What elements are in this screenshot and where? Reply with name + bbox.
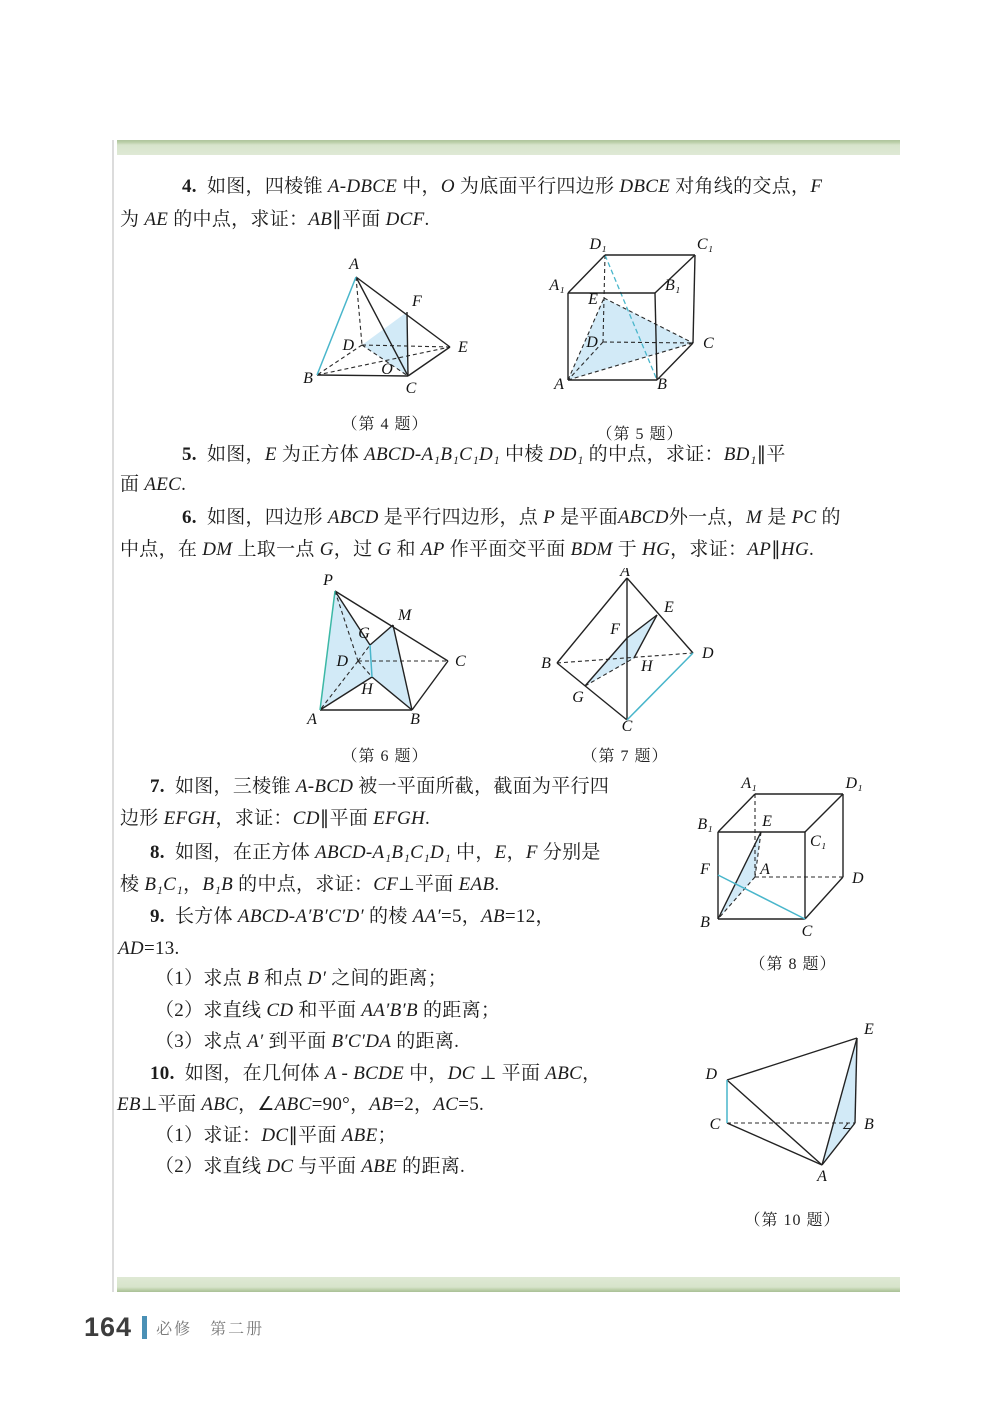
vertex-label-G: G bbox=[358, 625, 370, 642]
figure-8-caption: （第 8 题） bbox=[749, 956, 837, 973]
figure-problem-5 bbox=[540, 235, 740, 444]
figure-5-drawing bbox=[540, 235, 740, 410]
vertex-label-C: C bbox=[621, 718, 633, 732]
problem-4-line-2: 为 AE 的中点，求证：AB∥平面 DCF. bbox=[120, 209, 430, 230]
vertex-label-A: A bbox=[620, 568, 630, 580]
figure-6-drawing bbox=[290, 572, 480, 732]
vertex-label-A: A bbox=[554, 376, 564, 393]
vertex-label-P: P bbox=[323, 572, 333, 589]
vertex-label-D: D bbox=[705, 1066, 717, 1083]
vertex-label-E: E bbox=[664, 599, 674, 616]
vertex-label-E: E bbox=[864, 1021, 874, 1038]
visible-edges bbox=[718, 794, 843, 919]
page-footer bbox=[84, 1312, 264, 1343]
problem-6-line-2: 中点，在 DM 上取一点 G，过 G 和 AP 作平面交平面 BDM 于 HG，求证：AP∥HG. bbox=[120, 539, 815, 560]
vertex-label-D: D bbox=[342, 337, 354, 354]
vertex-label-D: D bbox=[702, 645, 714, 662]
vertex-labels bbox=[697, 775, 864, 940]
visible-edges bbox=[727, 1038, 857, 1165]
problem-9-line-1: 9. 长方体 ABCD-A′B′C′D′ 的棱 AA′=5，AB=12， bbox=[150, 906, 555, 927]
vertex-label-C1: C₁ bbox=[810, 833, 827, 850]
problem-10-item-1: （1）求证：DC∥平面 ABE； bbox=[155, 1125, 397, 1146]
figure-problem-6 bbox=[290, 572, 480, 766]
vertex-label-D: D bbox=[336, 653, 348, 670]
figure-10-drawing bbox=[680, 1018, 905, 1196]
problem-10-item-2: （2）求直线 DC 与平面 ABE 的距离. bbox=[155, 1156, 466, 1177]
figure-6-caption: （第 6 题） bbox=[341, 748, 429, 765]
vertex-label-A: A bbox=[349, 256, 359, 273]
figure-problem-8 bbox=[688, 762, 898, 974]
vertex-label-C: C bbox=[801, 923, 813, 940]
vertex-label-A1: A₁ bbox=[549, 277, 565, 294]
problem-9-item-2: （2）求直线 CD 和平面 AA′B′B 的距离； bbox=[155, 1000, 501, 1021]
shaded-plane-GMBH bbox=[370, 625, 412, 710]
problem-10-line-2: EB⊥平面 ABC，∠ABC=90°，AB=2，AC=5. bbox=[117, 1094, 485, 1115]
edge-CD-cyan bbox=[627, 653, 693, 720]
vertex-label-B: B bbox=[303, 370, 313, 387]
vertex-label-B: B bbox=[700, 914, 710, 931]
figure-7-caption: （第 7 题） bbox=[581, 748, 669, 765]
problem-6-line-1: 6. 如图，四边形 ABCD 是平行四边形，点 P 是平面ABCD外一点，M 是 PC 的 bbox=[182, 507, 841, 528]
vertex-label-D1: D₁ bbox=[845, 775, 863, 792]
problem-7-line-2: 边形 EFGH，求证：CD∥平面 EFGH. bbox=[120, 808, 431, 829]
vertex-label-D: D bbox=[586, 334, 598, 351]
figure-8-drawing bbox=[688, 762, 898, 940]
vertex-label-C: C bbox=[455, 653, 466, 670]
vertex-labels bbox=[303, 256, 468, 397]
vertex-label-C: C bbox=[709, 1116, 721, 1133]
vertex-label-D1: D₁ bbox=[589, 236, 607, 253]
vertex-label-O: O bbox=[381, 361, 393, 378]
page-number: 164 bbox=[84, 1312, 133, 1342]
problem-9-item-1: （1）求点 B 和点 D′ 之间的距离； bbox=[155, 968, 448, 989]
vertex-label-F: F bbox=[412, 293, 422, 310]
problem-10-line-1: 10. 如图，在几何体 A - BCDE 中，DC ⊥ 平面 ABC， bbox=[150, 1063, 602, 1084]
figure-4-caption: （第 4 题） bbox=[341, 416, 429, 433]
problem-7-line-1: 7. 如图，三棱锥 A-BCD 被一平面所截，截面为平行四 bbox=[150, 776, 610, 797]
vertex-label-H: H bbox=[361, 681, 373, 698]
vertex-label-F: F bbox=[700, 861, 710, 878]
vertex-label-B1: B₁ bbox=[697, 816, 713, 833]
problem-4-line-1: 4. 如图，四棱锥 A-DBCE 中，O 为底面平行四边形 DBCE 对角线的交点，F bbox=[182, 176, 823, 197]
problem-5-line-2: 面 AEC. bbox=[120, 474, 187, 495]
vertex-label-B: B bbox=[541, 655, 551, 672]
book-title: 必修 第二册 bbox=[156, 1321, 265, 1338]
figure-7-drawing bbox=[530, 568, 720, 732]
figure-10-caption: （第 10 题） bbox=[744, 1212, 841, 1229]
vertex-label-H: H bbox=[641, 658, 653, 675]
vertex-label-C: C bbox=[405, 380, 417, 397]
problem-9-item-3: （3）求点 A′ 到平面 B′C′DA 的距离. bbox=[155, 1031, 460, 1052]
vertex-label-A: A bbox=[307, 711, 317, 728]
problem-8-line-1: 8. 如图，在正方体 ABCD-A₁B₁C₁D₁ 中，E，F 分别是 bbox=[150, 842, 601, 863]
bottom-green-band bbox=[117, 1277, 900, 1292]
vertex-label-B: B bbox=[657, 376, 667, 393]
vertex-label-C: C bbox=[703, 335, 714, 352]
problem-8-line-2: 棱 B₁C₁，B₁B 的中点，求证：CF⊥平面 EAB. bbox=[120, 874, 500, 895]
top-green-band bbox=[117, 140, 900, 155]
page-spine-line bbox=[112, 140, 114, 1292]
problem-9-line-2: AD=13. bbox=[118, 938, 180, 959]
figure-problem-7 bbox=[530, 568, 720, 766]
vertex-label-M: M bbox=[398, 607, 412, 624]
vertex-label-D: D bbox=[852, 870, 864, 887]
figure-problem-10 bbox=[680, 1018, 905, 1230]
figure-problem-4 bbox=[290, 250, 480, 434]
figure-4-drawing bbox=[290, 250, 480, 400]
vertex-label-F: F bbox=[610, 621, 620, 638]
figure-5-caption: （第 5 题） bbox=[596, 426, 684, 443]
vertex-label-A1: A₁ bbox=[741, 775, 757, 792]
vertex-label-B: B bbox=[410, 711, 420, 728]
edge-AB-cyan bbox=[317, 277, 356, 375]
vertex-label-B: B bbox=[864, 1116, 874, 1133]
vertex-label-A: A bbox=[760, 861, 770, 878]
vertex-label-B1: B₁ bbox=[665, 277, 681, 294]
vertex-label-C1: C₁ bbox=[696, 236, 714, 253]
shaded-plane-EFGH bbox=[585, 615, 657, 686]
vertex-label-E: E bbox=[458, 339, 468, 356]
vertex-label-E: E bbox=[588, 291, 598, 308]
footer-divider-bar bbox=[142, 1316, 147, 1339]
problem-5-line-1: 5. 如图，E 为正方体 ABCD-A₁B₁C₁D₁ 中棱 DD₁ 的中点，求证：BD₁∥平 bbox=[182, 444, 786, 465]
vertex-label-E: E bbox=[762, 813, 772, 830]
vertex-label-G: G bbox=[572, 689, 584, 706]
vertex-label-A: A bbox=[817, 1168, 827, 1185]
